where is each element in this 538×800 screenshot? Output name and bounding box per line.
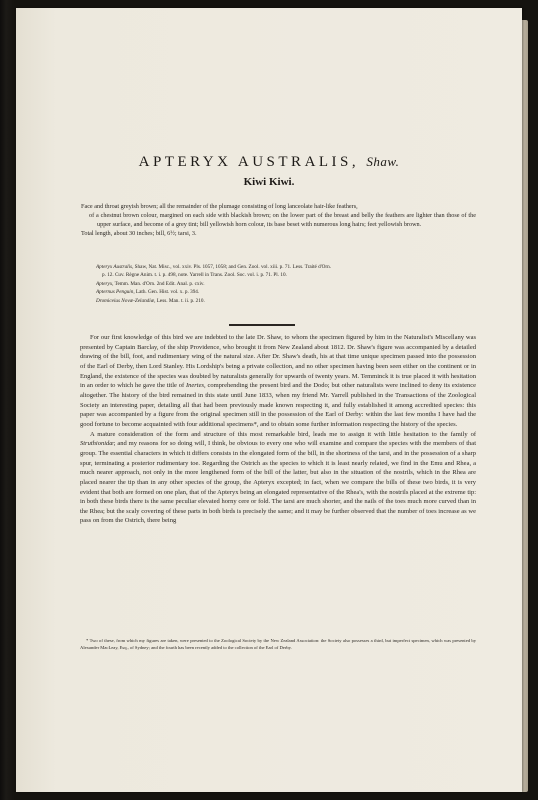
synonymy-entry: Apteryx, Temm. Man. d'Orn. 2nd Edit. Anal. p. cxiv. [96,280,205,287]
species-author: Shaw. [366,154,400,169]
description-line: Face and throat greyish brown; all the remainder of the plumage consisting of long lanceolate hair-like feathers, [81,203,358,210]
synonymy-entry: Apteryx Australis, Shaw, Nat. Misc., vol. xxiv. Pls. 1057, 1058; and Gen. Zool. vol. xiii. p. 71. Less. Traité d'Orn. [96,264,332,270]
footnote: * Two of these, from which my figures are taken, were presented to the Zoological Society by the New Zealand Association: the Society also possesses a third, but imperfect specimen, which was presented by Alexander MacLeay, Esq., of Sydney; and the fourth has been recently added to the collection of the Earl of Derby. [80,638,476,650]
common-name: Kiwi Kiwi. [243,176,295,188]
species-name: APTERYX AUSTRALIS, [138,154,360,170]
body-text [80,333,476,526]
book-page [16,8,522,792]
paragraph: A mature consideration of the form and structure of this most remarkable bird, leads me to assign it with little hesitation to the family of Struthionidæ; and my reasons for so doing will, I think, be obvious to every one who will examine and compare the species with the members of that group. The essential characters in which it differs consists in the elongated form of the bill, in the shortness of the tarsi, and in the possession of a sharp spur, terminating a posterior rudimentary toe. Regarding the Ostrich as the species to which it is least nearly related, we find in the Emu and Rhea, a much nearer approach, not only in the more lengthened form of the bill of the latter, but also in the situation of the nostrils, which in the Rhea are placed nearer the tip than in any other species of the group, the Apteryx excepted; in fact, when we compare the bills of these two birds, it is very evident that both are formed on one plan, that of the Apteryx being an elongated representative of the Rhea's, with the nostrils placed at the extreme tip: in both these birds there is the same peculiar elevated horny cere or fold. The tarsi are much shorter, and the nails of the toes much more curved than in the Rhea; but the scaly covering of these parts in both birds is precisely the same; and it may be further observed that the number of toes increase as we pass on from the Ostrich, there being [80,430,476,525]
description-measurements: Total length, about 30 inches; bill, 6½; tarsi, 3. [81,229,197,237]
species-description [81,203,476,239]
synonymy-list [96,263,474,305]
synonymy-entry: p. 12. Cuv. Règne Anim. t. i. p. 498, note. Yarrell in Trans. Zool. Soc. vol. i. p. 71. Pl. 10. [102,272,287,279]
synonymy-entry: Dromiceius Novæ-Zelandiæ, Less. Man. t. ii. p. 210. [96,297,205,304]
page-title [16,154,522,171]
synonymy-entry: Apternus Penguin, Lath. Gen. Hist. vol. x. p. 394. [96,289,200,296]
description-line: of a chestnut brown colour, margined on each side with blackish brown; on the lower part of the breast and belly the feathers are lighter than those of the upper surface, and become of a grey tint; bill yellowish horn colour, its base beset with numerous long hairs; feet yellowish brown. [89,211,476,228]
section-divider [229,324,295,326]
paragraph: For our first knowledge of this bird we are indebted to the late Dr. Shaw, to whom the specimen figured by him in the Naturalist's Miscellany was presented by Captain Barclay, of the ship Providence, who brought it from New Zealand about 1812. Dr. Shaw's figure was accompanied by a detailed drawing of the bill, foot, and rudimentary wing of the natural size. After Dr. Shaw's death, his at that time unique specimen passed into the possession of the Earl of Derby, then Lord Stanley. His Lordship's being a private collection, and no other specimen having been seen either on the continent or in England, the existence of the species was doubted by naturalists generally for upwards of twenty years. M. Temminck it is true placed it with hesitation in an order to which he gave the title of Inertes, comprehending the present bird and the Dodo; but other naturalists were inclined to deny its existence altogether. The history of the bird remained in this state until June 1833, when my friend Mr. Yarrell published in the Transactions of the Zoological Society an interesting paper, detailing all that had been previously made known respecting it, and fully established it among accredited species: this paper was accompanied by a figure from the original specimen still in the possession of the Earl of Derby: within the last few months I have had the good fortune to become acquainted with four additional specimens*, and to obtain some further information respecting the history of the species. [80,334,476,428]
